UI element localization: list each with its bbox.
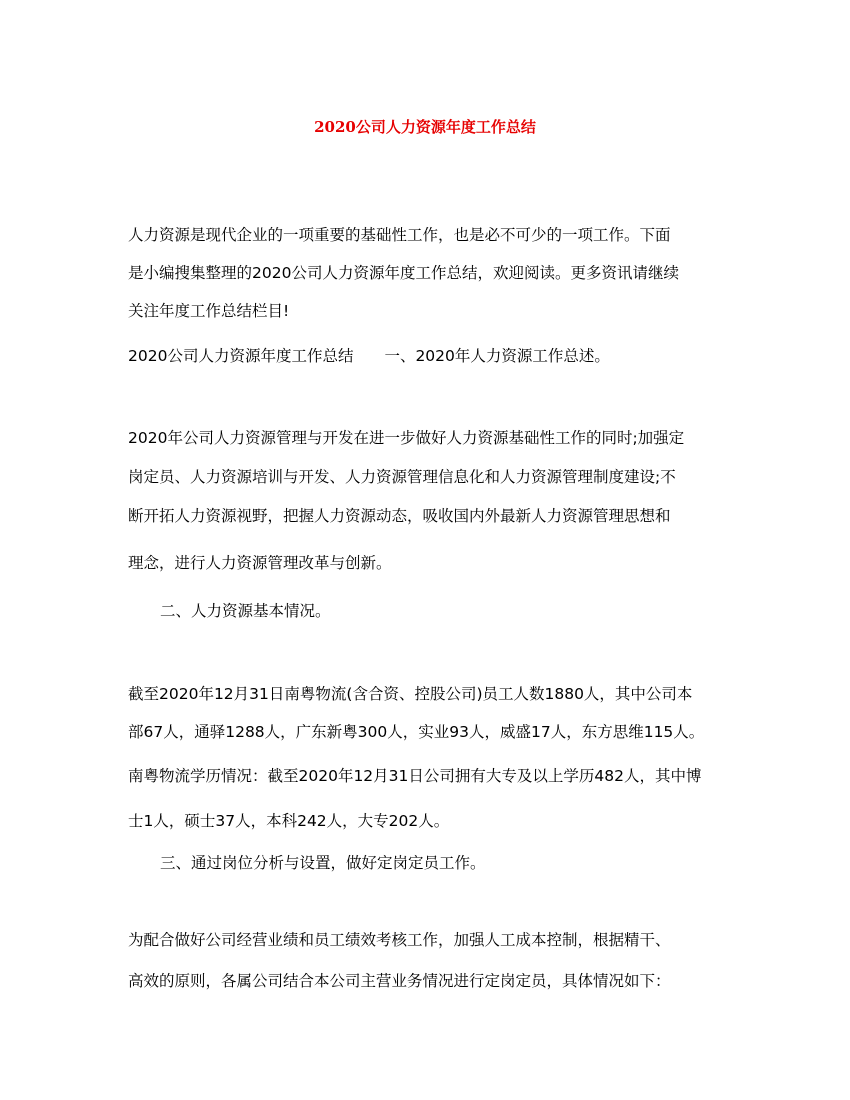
- paragraph-line: 截至2020年12月31日南粤物流(含合资、控股公司)员工人数1880人，其中公司本: [128, 685, 693, 703]
- paragraph-line: 为配合做好公司经营业绩和员工绩效考核工作，加强人工成本控制，根据精干、: [128, 931, 671, 949]
- section-heading-2: 二、人力资源基本情况。: [160, 602, 331, 620]
- section-heading-3: 三、通过岗位分析与设置，做好定岗定员工作。: [160, 854, 486, 872]
- document-title: 2020公司人力资源年度工作总结: [314, 118, 536, 136]
- section-heading-line: 2020公司人力资源年度工作总结 一、2020年人力资源工作总述。: [128, 347, 610, 365]
- paragraph-line: 是小编搜集整理的2020公司人力资源年度工作总结，欢迎阅读。更多资讯请继续: [128, 264, 679, 282]
- paragraph-line: 2020年公司人力资源管理与开发在进一步做好人力资源基础性工作的同时;加强定: [128, 429, 685, 447]
- paragraph-line: 南粤物流学历情况：截至2020年12月31日公司拥有大专及以上学历482人，其中博: [128, 767, 702, 785]
- paragraph-line: 人力资源是现代企业的一项重要的基础性工作，也是必不可少的一项工作。下面: [128, 226, 671, 244]
- paragraph-line: 理念，进行人力资源管理改革与创新。: [128, 554, 392, 572]
- paragraph-line: 部67人，通驿1288人，广东新粤300人，实业93人，威盛17人，东方思维115人。: [128, 723, 705, 741]
- paragraph-line: 关注年度工作总结栏目!: [128, 302, 290, 320]
- paragraph-line: 士1人，硕士37人，本科242人，大专202人。: [128, 812, 450, 830]
- paragraph-line: 岗定员、人力资源培训与开发、人力资源管理信息化和人力资源管理制度建设;不: [128, 468, 676, 486]
- paragraph-line: 断开拓人力资源视野，把握人力资源动态，吸收国内外最新人力资源管理思想和: [128, 507, 671, 525]
- paragraph-line: 高效的原则，各属公司结合本公司主营业务情况进行定岗定员，具体情况如下：: [128, 972, 671, 990]
